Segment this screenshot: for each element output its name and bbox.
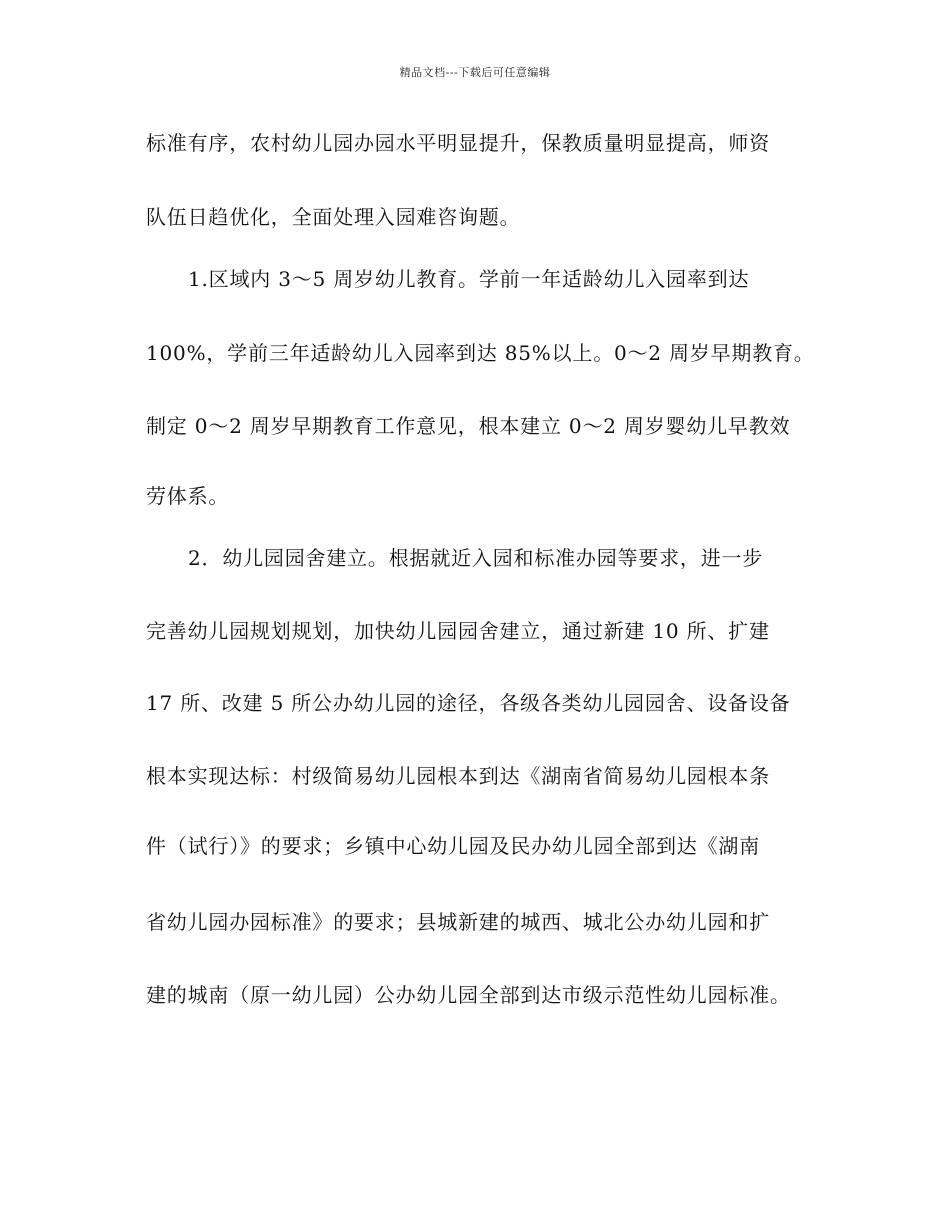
text-line: 省幼儿园办园标准》的要求；县城新建的城西、城北公办幼儿园和扩 — [146, 910, 770, 934]
text-line: 1.区域内 3～5 周岁幼儿教育。学前一年适龄幼儿入园率到达 — [188, 267, 750, 291]
text-line: 根本实现达标：村级简易幼儿园根本到达《湖南省简易幼儿园根本条 — [146, 764, 770, 788]
text-line: 建的城南（原一幼儿园）公办幼儿园全部到达市级示范性幼儿园标准。 — [146, 983, 791, 1007]
text-line: 标准有序，农村幼儿园办园水平明显提升，保教质量明显提高，师资 — [146, 131, 770, 155]
text-line: 完善幼儿园规划规划，加快幼儿园园舍建立，通过新建 10 所、扩建 — [146, 619, 770, 643]
text-line: 制定 0～2 周岁早期教育工作意见，根本建立 0～2 周岁婴幼儿早教效 — [146, 414, 791, 438]
text-line: 17 所、改建 5 所公办幼儿园的途径，各级各类幼儿园园舍、设备设备 — [146, 691, 791, 715]
page-header: 精品文档---下载后可任意编辑 — [399, 66, 551, 79]
text-line: 劳体系。 — [146, 484, 230, 508]
text-line: 队伍日趋优化，全面处理入园难咨询题。 — [146, 205, 521, 229]
text-line: 100%，学前三年适龄幼儿入园率到达 85%以上。0～2 周岁早期教育。 — [146, 341, 815, 365]
text-line: 2．幼儿园园舍建立。根据就近入园和标准办园等要求，进一步 — [188, 546, 764, 570]
text-line: 件（试行）》的要求；乡镇中心幼儿园及民办幼儿园全部到达《湖南 — [146, 834, 760, 858]
